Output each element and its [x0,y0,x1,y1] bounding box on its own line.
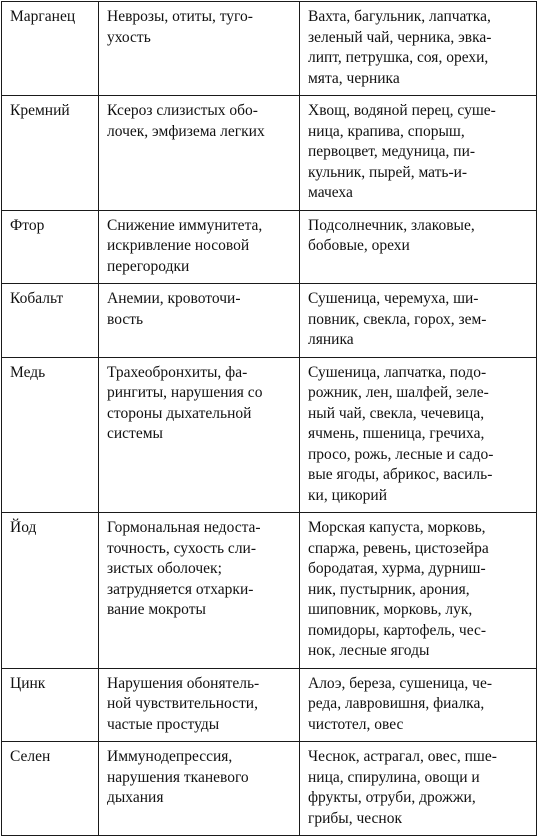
disorder-cell: Гормональная недоста- точность, сухость сли- зистых оболочек; затрудняется отхарки- вание мокроты [99,513,300,669]
table-row [2,210,537,284]
table-row [2,357,537,513]
sources-cell: Сушеница, черемуха, ши- повник, свекла, горох, зем- ляника [300,284,537,358]
disorder-cell: Анемии, кровоточи- вость [99,284,300,358]
disorder-cell: Ксероз слизистых обо- лочек, эмфизема легких [99,96,300,211]
element-cell: Кремний [2,96,99,211]
disorder-cell: Нарушения обонятель- ной чувствительности, частые простуды [99,668,300,742]
table-row [2,2,537,96]
table-row [2,742,537,836]
element-cell: Селен [2,742,99,836]
sources-cell: Вахта, багульник, лапчатка, зеленый чай, черника, эвка- липт, петрушка, соя, орехи, мята, черника [300,2,537,96]
element-cell: Цинк [2,668,99,742]
disorder-cell: Трахеобронхиты, фа- рингиты, нарушения со стороны дыхательной системы [99,357,300,513]
disorder-cell: Иммунодепрессия, нарушения тканевого дыхания [99,742,300,836]
sources-cell: Алоэ, береза, сушеница, че- реда, лавровишня, фиалка, чистотел, овес [300,668,537,742]
sources-cell: Хвощ, водяной перец, суше- ница, крапива, спорыш, первоцвет, медуница, пи- кульник, пырей, мать-и- мачеха [300,96,537,211]
disorder-cell: Снижение иммунитета, искривление носовой перегородки [99,210,300,284]
sources-cell: Чеснок, астрагал, овес, пше- ница, спирулина, овощи и фрукты, отруби, дрожжи, грибы, чеснок [300,742,537,836]
sources-cell: Морская капуста, морковь, спаржа, ревень, цистозейра бородатая, хурма, дурниш- ник, пустырник, арония, шиповник, морковь, лук, помидоры, картофель, чес- нок, лесные ягоды [300,513,537,669]
element-cell: Кобальт [2,284,99,358]
table-body [2,2,537,836]
table-row [2,513,537,669]
table-row [2,96,537,211]
element-cell: Фтор [2,210,99,284]
table-row [2,668,537,742]
micronutrient-table-container [1,1,536,836]
element-cell: Медь [2,357,99,513]
disorder-cell: Неврозы, отиты, туго- ухость [99,2,300,96]
sources-cell: Сушеница, лапчатка, подо- рожник, лен, шалфей, зеле- ный чай, свекла, чечевица, ячмень, пшеница, гречиха, просо, рожь, лесные и садо- вые ягоды, абрикос, василь- ки, цикорий [300,357,537,513]
element-cell: Марганец [2,2,99,96]
sources-cell: Подсолнечник, злаковые, бобовые, орехи [300,210,537,284]
table-row [2,284,537,358]
micronutrient-table [1,1,537,836]
element-cell: Йод [2,513,99,669]
